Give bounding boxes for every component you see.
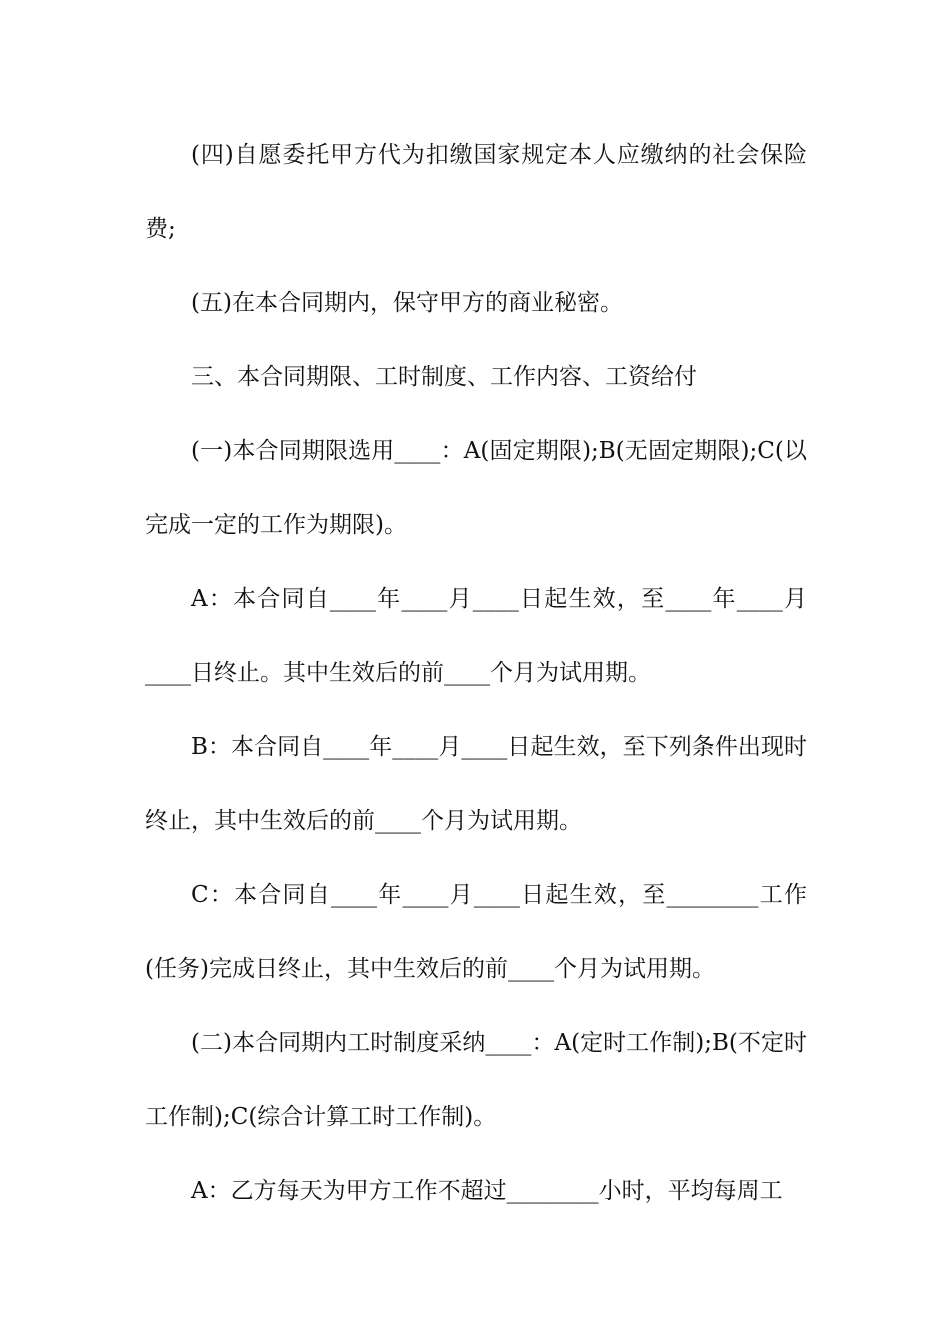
paragraph-social-insurance: (四)自愿委托甲方代为扣缴国家规定本人应缴纳的社会保险费; — [145, 142, 807, 242]
section-heading-contract-term: 三、本合同期限、工时制度、工作内容、工资给付 — [191, 364, 697, 390]
paragraph-option-a: A：本合同自____年____月____日起生效，至____年____月____日终止。其中生效后的前____个月为试用期。 — [145, 586, 807, 686]
paragraph-option-b: B：本合同自____年____月____日起生效，至下列条件出现时终止，其中生效后的前____个月为试用期。 — [145, 734, 807, 834]
paragraph-term-options: (一)本合同期限选用____：A(固定期限);B(无固定期限);C(以完成一定的工作为期限)。 — [145, 438, 807, 538]
paragraph-trade-secret: (五)在本合同期内，保守甲方的商业秘密。 — [191, 290, 623, 316]
paragraph-option-c: C：本合同自____年____月____日起生效，至________工作(任务)完成日终止，其中生效后的前____个月为试用期。 — [145, 882, 807, 982]
paragraph-hours-option-a: A：乙方每天为甲方工作不超过________小时，平均每周工 — [191, 1178, 783, 1204]
paragraph-working-hours: (二)本合同期内工时制度采纳____：A(定时工作制);B(不定时工作制);C(综合计算工时工作制)。 — [145, 1030, 807, 1130]
